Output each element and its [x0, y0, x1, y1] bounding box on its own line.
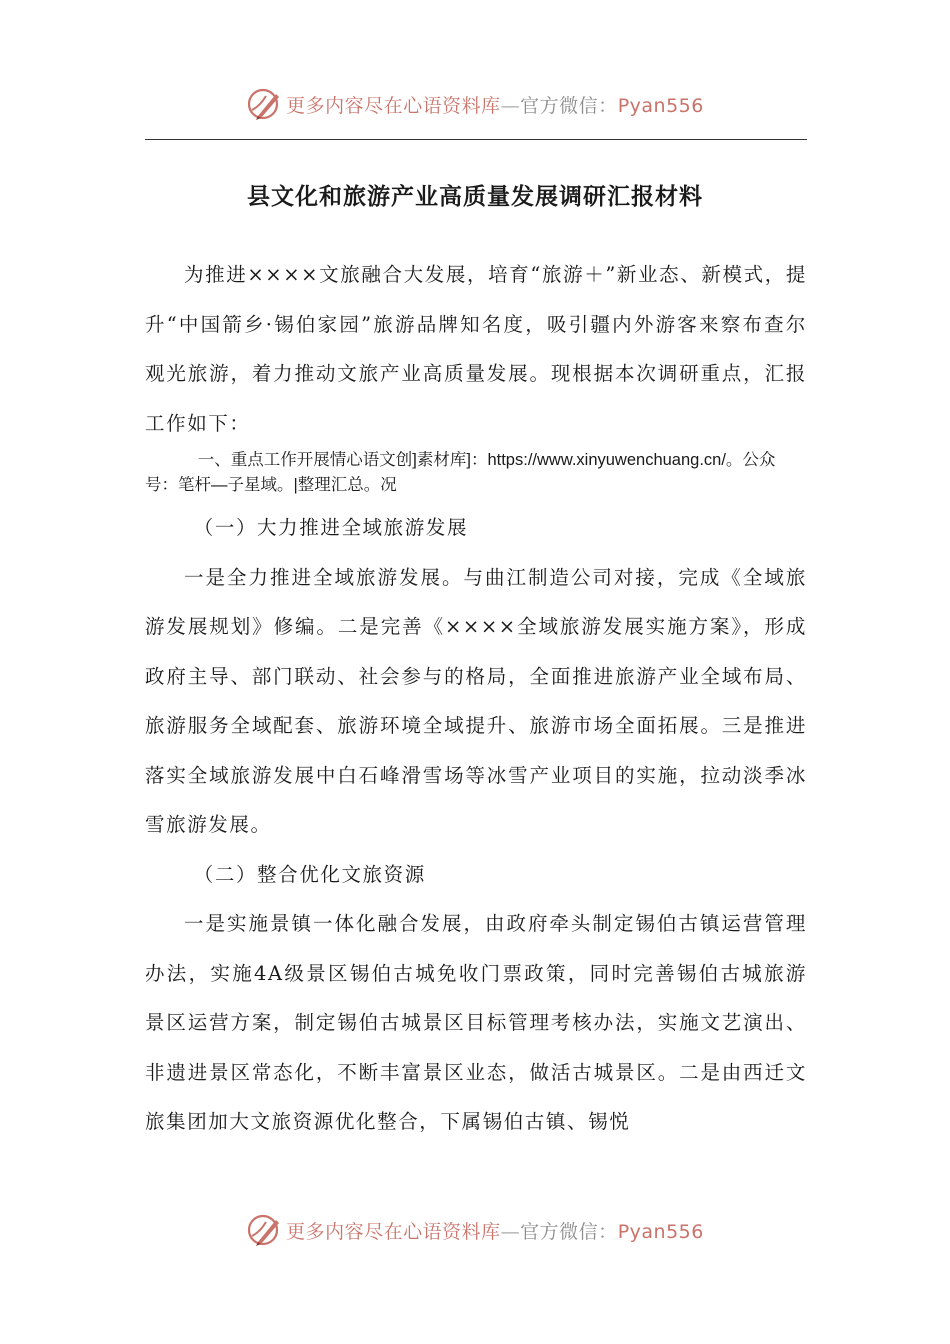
subsection-heading-2: （二）整合优化文旅资源 [193, 862, 426, 886]
intro-paragraph: 为推进××××文旅融合大发展，培育“旅游＋”新业态、新模式，提升“中国箭乡·锡伯家园”旅游品牌知名度，吸引疆内外游客来察布查尔观光旅游，着力推动文旅产业高质量发展。现根据本次调研重点，汇报工作如下： [145, 263, 807, 435]
watermark-wechat-label: 官方微信： [520, 1220, 618, 1243]
watermark-text [286, 1217, 704, 1244]
document-title: 县文化和旅游产业高质量发展调研汇报材料 [247, 183, 703, 210]
watermark-main: 更多内容尽在心语资料库 [286, 1220, 501, 1243]
body-paragraph-1: 一是全力推进全域旅游发展。与曲江制造公司对接，完成《全域旅游发展规划》修编。二是完善《××××全域旅游发展实施方案》，形成政府主导、部门联动、社会参与的格局，全面推进旅游产业全域布局、旅游服务全域配套、旅游环境全域提升、旅游市场全面拓展。三是推进落实全域旅游发展中白石峰滑雪场等冰雪产业项目的实施，拉动淡季冰雪旅游发展。 [145, 565, 807, 836]
watermark-header [0, 84, 950, 124]
body-paragraph-2: 一是实施景镇一体化融合发展，由政府牵头制定锡伯古镇运营管理办法，实施4A级景区锡伯古城免收门票政策，同时完善锡伯古城旅游景区运营方案，制定锡伯古城景区目标管理考核办法，实施文艺演出、非遗进景区常态化，不断丰富景区业态，做活古城景区。二是由西迁文旅集团加大文旅资源优化整合，下属锡伯古镇、锡悦 [145, 912, 807, 1133]
watermark-footer [0, 1210, 950, 1250]
header-divider [145, 139, 807, 140]
pen-logo-icon [246, 1212, 282, 1248]
watermark-wechat-label: 官方微信： [520, 94, 618, 117]
watermark-wechat-id: Pyan556 [617, 94, 704, 117]
watermark-text [286, 91, 704, 118]
document-body [145, 250, 807, 1147]
watermark-dash: — [500, 94, 521, 117]
watermark-main: 更多内容尽在心语资料库 [286, 94, 501, 117]
pen-logo-icon [246, 86, 282, 122]
watermark-wechat-id: Pyan556 [617, 1220, 704, 1243]
section-heading-note: 一、重点工作开展情心语文创]素材库]：https://www.xinyuwenchuang.cn/。公众号：笔杆—子星域。|整理汇总。况 [145, 451, 776, 494]
subsection-heading-1: （一）大力推进全域旅游发展 [193, 516, 469, 539]
watermark-dash: — [500, 1220, 521, 1243]
